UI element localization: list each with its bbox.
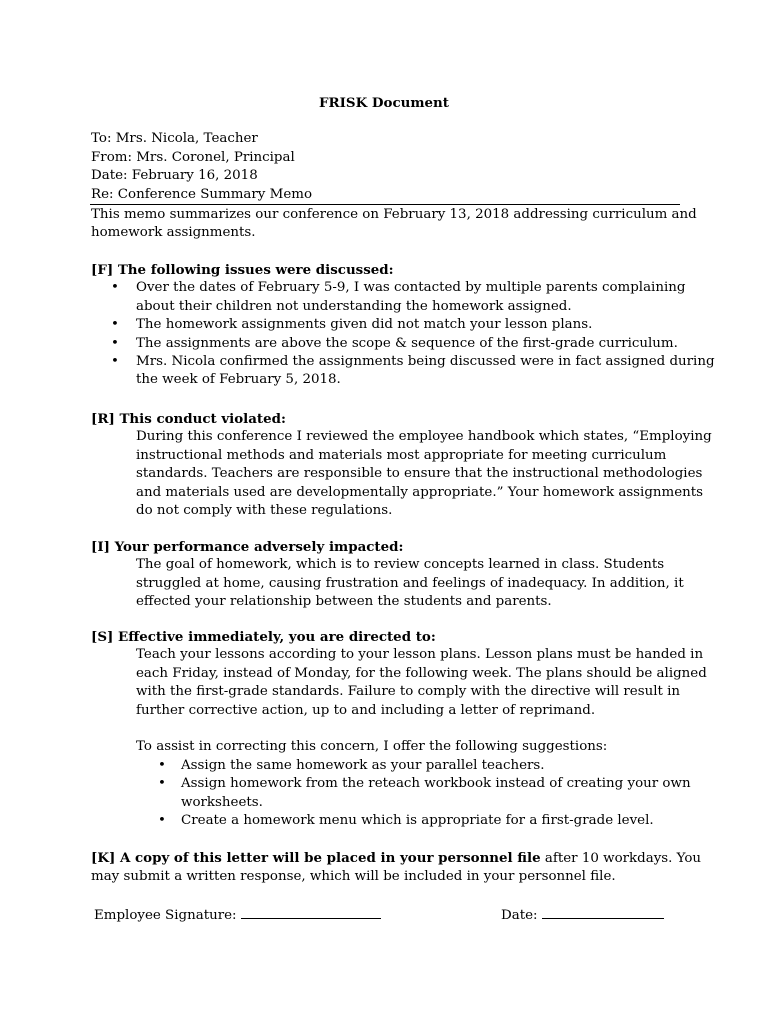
section-r-heading: [R] This conduct violated:: [91, 411, 286, 427]
list-item: [136, 812, 707, 830]
memo-to: To: Mrs. Nicola, Teacher: [91, 131, 258, 146]
section-k-heading: [K] A copy of this letter will be placed in your personnel file: [91, 850, 541, 866]
section-s-heading: [S] Effective immediately, you are directed to:: [91, 629, 436, 645]
body-line: do not comply with these regulations.: [136, 503, 393, 519]
suggestions-list: [136, 757, 707, 831]
list-item-text: Mrs. Nicola confirmed the assignments being discussed were in fact assigned during: [136, 354, 715, 370]
section-f-list: [91, 279, 715, 389]
list-item-text: The assignments are above the scope & sequence of the first-grade curriculum.: [136, 335, 678, 351]
suggestions-intro: To assist in correcting this concern, I offer the following suggestions:: [136, 739, 608, 755]
body-line: standards. Teachers are responsible to ensure that the instructional methodologies: [136, 466, 703, 482]
header-divider: [90, 204, 680, 205]
list-item-text: Assign the same homework as your parallel teachers.: [181, 757, 545, 773]
section-r-body: [91, 428, 712, 520]
body-line: with the first-grade standards. Failure to comply with the directive will result in: [136, 684, 681, 700]
bullet-icon: •: [111, 335, 119, 351]
date-label: Date:: [501, 908, 542, 923]
body-line: each Friday, instead of Monday, for the following week. The plans should be aligned: [136, 665, 707, 681]
section-f-heading: [F] The following issues were discussed:: [91, 262, 394, 278]
list-item-text: worksheets.: [181, 794, 263, 810]
section-s: [91, 628, 707, 830]
memo-from: From: Mrs. Coronel, Principal: [91, 149, 295, 165]
document-title: FRISK Document: [319, 95, 449, 111]
intro-line: homework assignments.: [91, 225, 256, 241]
list-item: [91, 353, 715, 390]
memo-re: Re: Conference Summary Memo: [91, 186, 313, 202]
section-f: [91, 261, 715, 390]
bullet-icon: •: [111, 317, 119, 333]
intro-line: This memo summarizes our conference on February 13, 2018 addressing curriculum and: [91, 207, 697, 222]
body-line: The goal of homework, which is to review concepts learned in class. Students: [136, 557, 665, 573]
section-i-heading: [I] Your performance adversely impacted:: [91, 539, 404, 555]
list-item-text: Create a homework menu which is appropriate for a first-grade level.: [181, 813, 654, 829]
list-item-text: Assign homework from the reteach workbook instead of creating your own: [181, 776, 691, 792]
body-line: struggled at home, causing frustration and feelings of inadequacy. In addition, it: [136, 575, 684, 591]
list-item: [136, 757, 707, 775]
section-r: [91, 410, 712, 520]
list-item-text: about their children not understanding the homework assigned.: [136, 298, 572, 314]
bullet-icon: •: [158, 776, 166, 792]
section-k-line2: may submit a written response, which will be included in your personnel file.: [91, 869, 616, 885]
list-item: [91, 279, 715, 316]
list-item: [136, 775, 707, 812]
list-item-text: Over the dates of February 5-9, I was contacted by multiple parents complaining: [136, 280, 686, 296]
list-item: [91, 316, 715, 334]
body-line: instructional methods and materials most appropriate for meeting curriculum: [136, 447, 667, 463]
bullet-icon: •: [111, 280, 119, 296]
section-s-body: [91, 646, 707, 756]
bullet-icon: •: [158, 813, 166, 829]
list-item-text: The homework assignments given did not match your lesson plans.: [136, 317, 593, 333]
section-i-body: [91, 556, 684, 611]
section-k: [91, 849, 701, 887]
employee-signature-block: [94, 904, 381, 925]
employee-signature-label: Employee Signature:: [94, 908, 241, 923]
date-line[interactable]: [542, 904, 664, 919]
list-item: [91, 335, 715, 353]
intro-paragraph: [91, 206, 697, 243]
list-item-text: the week of February 5, 2018.: [136, 372, 341, 388]
memo-header: [91, 130, 312, 204]
body-line: During this conference I reviewed the employee handbook which states, “Employing: [136, 429, 712, 445]
bullet-icon: •: [111, 354, 119, 370]
body-line: and materials used are developmentally appropriate.” Your homework assignments: [136, 484, 704, 500]
body-line: Teach your lessons according to your lesson plans. Lesson plans must be handed in: [136, 647, 704, 663]
bullet-icon: •: [158, 757, 166, 773]
employee-signature-line[interactable]: [241, 904, 381, 919]
body-line: effected your relationship between the students and parents.: [136, 594, 552, 610]
blank-line: [136, 720, 707, 738]
section-i: [91, 538, 684, 612]
body-line: further corrective action, up to and including a letter of reprimand.: [136, 702, 596, 718]
date-signature-block: [501, 904, 664, 925]
section-k-line: [91, 849, 701, 868]
memo-date: Date: February 16, 2018: [91, 168, 258, 183]
section-k-rest: after 10 workdays. You: [540, 851, 702, 866]
